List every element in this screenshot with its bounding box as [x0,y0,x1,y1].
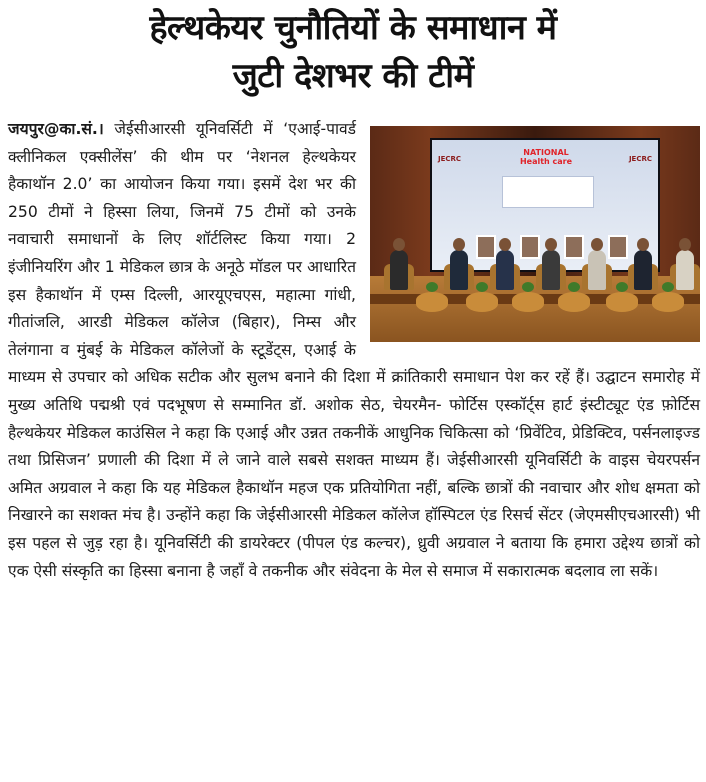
screen-portrait [608,235,628,259]
side-table [558,292,590,312]
headline [0,4,706,100]
screen-title [516,148,576,166]
panelist [588,250,606,290]
screen-title-line-1: NATIONAL [523,148,569,157]
headline-line-1: हेल्थकेयर चुनौतियों के समाधान में [149,8,557,48]
screen-title-line-2: Health care [519,157,573,166]
screen-logo-right: JECRC [628,155,652,163]
panelist [542,250,560,290]
panelist [634,250,652,290]
plant [662,282,674,292]
panelist [676,250,694,290]
screen-portrait [564,235,584,259]
event-photo [370,126,700,342]
plant [522,282,534,292]
side-table [466,292,498,312]
plant [426,282,438,292]
screen-speaker-card [502,176,594,208]
plant [476,282,488,292]
side-table [416,292,448,312]
side-table [512,292,544,312]
side-table [652,292,684,312]
dateline: जयपुर@का.सं.। [8,120,104,138]
panelist [450,250,468,290]
panelist [496,250,514,290]
panelist [390,250,408,290]
plant [616,282,628,292]
screen-portrait [476,235,496,259]
article-text: जेईसीआरसी यूनिवर्सिटी में ‘एआई-पावर्ड क्लीनिकल एक्सीलेंस’ की थीम पर ‘नेशनल हेल्थकेयर हैकाथॉन 2.0’ का आयोजन किया गया। इसमें देश भर की 250 टीमों ने हिस्सा लिया, जिनमें 75 टीमों को उनके नवाचारी समाधानों के लिए शॉर्टलिस्ट किया गया। 2 इंजीनियरिंग और 1 मेडिकल छात्र के अनूठे मॉडल पर आधारित इस हैकाथॉन में एम्स दिल्ली, आरयूएचएस, महात्मा गांधी, गीतांजलि, आरडी मेडिकल कॉलेज (बिहार), निम्स और तेलंगाना व मुंबई के मेडिकल कॉलेजों के स्टूडेंट्स, एआई के माध्यम से उपचार को अधिक सटीक और सुलभ बनाने की दिशा में क्रांतिकारी समाधान पेश कर रहें हैं। उद्घाटन समारोह में मुख्य अतिथि पद्मश्री एवं पदभूषण से सम्मानित डॉ. अशोक सेठ, चेयरमैन- फोर्टिस एस्कॉर्ट्स हार्ट इंस्टीट्यूट एंड फ़ोर्टिस हैल्थकेयर मेडिकल काउंसिल ने कहा कि एआई और उन्नत तकनीकें आधुनिक चिकित्सा को ‘प्रिवेंटिव, प्रेडिक्टिव, पर्सनलाइज्ड तथा प्रिसिजन’ प्रणाली की दिशा में ले जाने वाले सबसे सशक्त माध्यम हैं। जेईसीआरसी यूनिवर्सिटी के वाइस चेयरपर्सन अमित अग्रवाल ने कहा कि यह मेडिकल हैकाथॉन महज एक प्रतियोगिता नहीं, बल्कि छात्रों की नवाचार और शोध क्षमता को निखारने का सशक्त मंच है। उन्होंने कहा कि जेईसीआरसी मेडिकल कॉलेज हॉस्पिटल एंड रिसर्च सेंटर (जेएमसीएचआरसी) भी इस पहल से जुड़ रहा है। यूनिवर्सिटी की डायरेक्टर (पीपल एंड कल्चर), ध्रुवी अग्रवाल ने बताया कि हमारा उद्देश्य छात्रों को एक ऐसी संस्कृति का हिस्सा बनाना है जहाँ वे तकनीक और संवेदना के मेल से समाज में सकारात्मक बदलाव ला सकें। [8,120,700,580]
plant [568,282,580,292]
screen-portrait [520,235,540,259]
screen-logo-left: JECRC [438,155,462,163]
side-table [606,292,638,312]
headline-line-2: जुटी देशभर की टीमें [232,56,474,96]
article-body [8,116,700,585]
